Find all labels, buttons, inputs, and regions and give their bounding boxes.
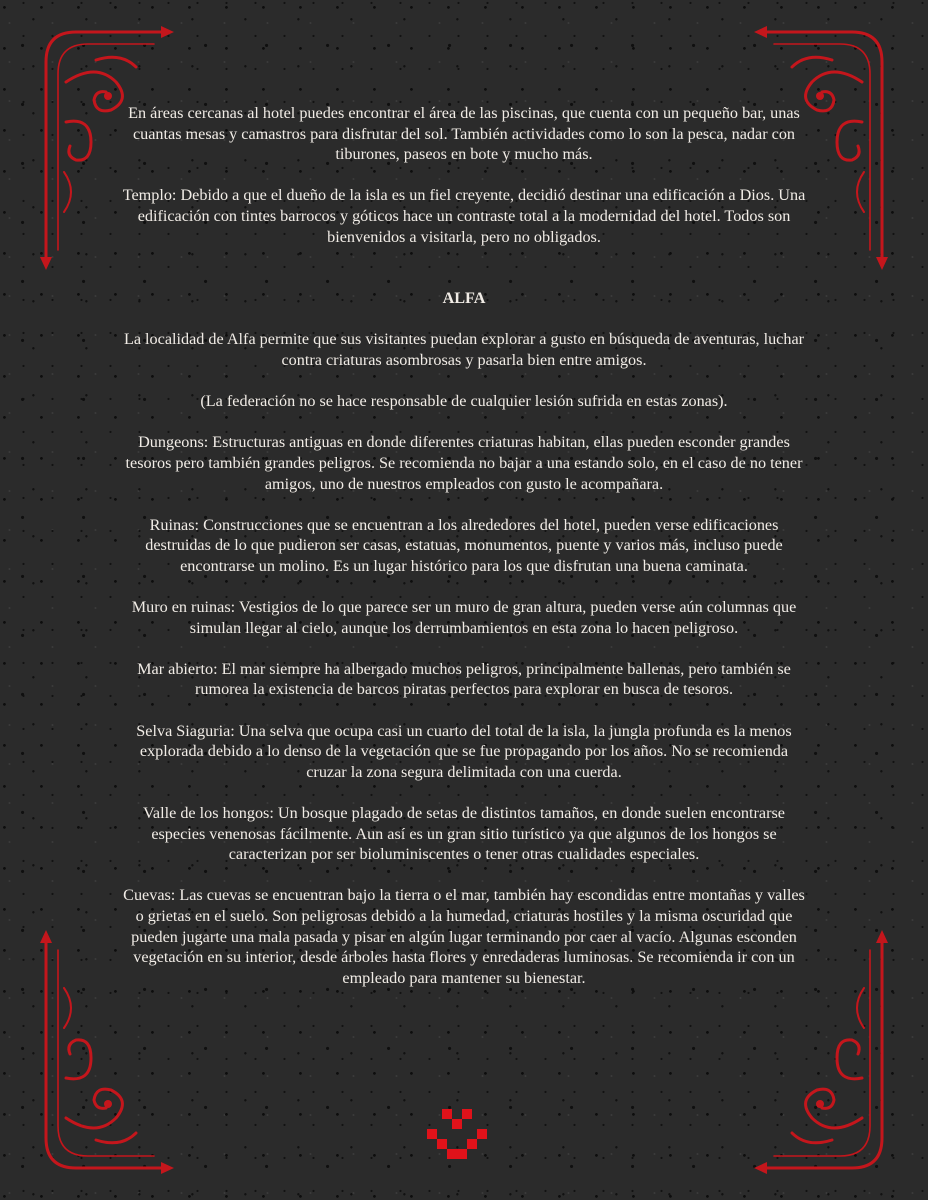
paragraph-disclaimer: (La federación no se hace responsable de cualquier lesión sufrida en estas zonas). <box>200 392 728 411</box>
pixel-smiley-icon <box>427 1109 487 1159</box>
paragraph-selva: Selva Siaguria: Una selva que ocupa casi un cuarto del total de la isla, la jungla profunda es la menos explorada debido a lo denso de la vegetación que se fue propagando por los años. No se recomienda cruzar la zona segura delimitada con una cuerda. <box>136 721 792 781</box>
paragraph-dungeons: Dungeons: Estructuras antiguas en donde diferentes criaturas habitan, ellas pueden esconder grandes tesoros pero también grandes peligros. Se recomienda no bajar a una estando solo, en el caso de no tener amigos, uno de nuestros empleados con gusto le acompañara. <box>125 433 803 493</box>
paragraph-muro: Muro en ruinas: Vestigios de lo que parece ser un muro de gran altura, pueden verse aún columnas que simulan llegar al cielo, aunque los derrumbamientos en esta zona lo hacen peligroso. <box>131 598 797 637</box>
section-title: ALFA <box>442 289 486 308</box>
paragraph-mar: Mar abierto: El mar siempre ha albergado muchos peligros, principalmente ballenas, pero también se rumorea la existencia de barcos piratas perfectos para explorar en busca de tesoros. <box>137 659 791 699</box>
paragraph-ruinas: Ruinas: Construcciones que se encuentran a los alrededores del hotel, pueden verse edificaciones destruidas de lo que pudieron ser casas, estatuas, monumentos, puente y varios más, incluso puede encontrarse un molino. Es un lugar histórico para los que disfrutan una buena caminata. <box>145 515 783 575</box>
pixel-smiley-logo <box>427 1109 487 1159</box>
paragraph-cuevas: Cuevas: Las cuevas se encuentran bajo la tierra o el mar, también hay escondidas entre montañas y valles o grietas en el suelo. Son peligrosas debido a la humedad, criaturas hostiles y la misma oscuridad que pueden jugarte una mala pasada y pisar en algún lugar terminando por caer al vacío. Algunas esconden vegetación en su interior, desde árboles hasta flores y enredaderas luminosas. Se recomienda ir con un empleado para mantener su bienestar. <box>123 886 805 987</box>
paragraph-pools: En áreas cercanas al hotel puedes encontrar el área de las piscinas, que cuenta con un pequeño bar, unas cuantas mesas y camastros para disfrutar del sol. También actividades como lo son la pesca, nadar con tiburones, paseos en bote y mucho más. <box>128 104 800 164</box>
document-body <box>118 103 810 1009</box>
paragraph-templo: Templo: Debido a que el dueño de la isla es un fiel creyente, decidió destinar una edificación a Dios. Una edificación con tintes barrocos y góticos hace un contraste total a la modernidad del hotel. Todos son bienvenidos a visitarla, pero no obligados. <box>122 186 806 246</box>
paragraph-valle: Valle de los hongos: Un bosque plagado de setas de distintos tamaños, en donde suelen encontrarse especies venenosas fácilmente. Aun así es un gran sitio turístico ya que algunos de los hongos se caracterizan por ser bioluminiscentes o tener otras cualidades especiales. <box>143 804 785 864</box>
paragraph-alfa-intro: La localidad de Alfa permite que sus visitantes puedan explorar a gusto en búsqueda de aventuras, luchar contra criaturas asombrosas y pasarla bien entre amigos. <box>123 330 805 369</box>
